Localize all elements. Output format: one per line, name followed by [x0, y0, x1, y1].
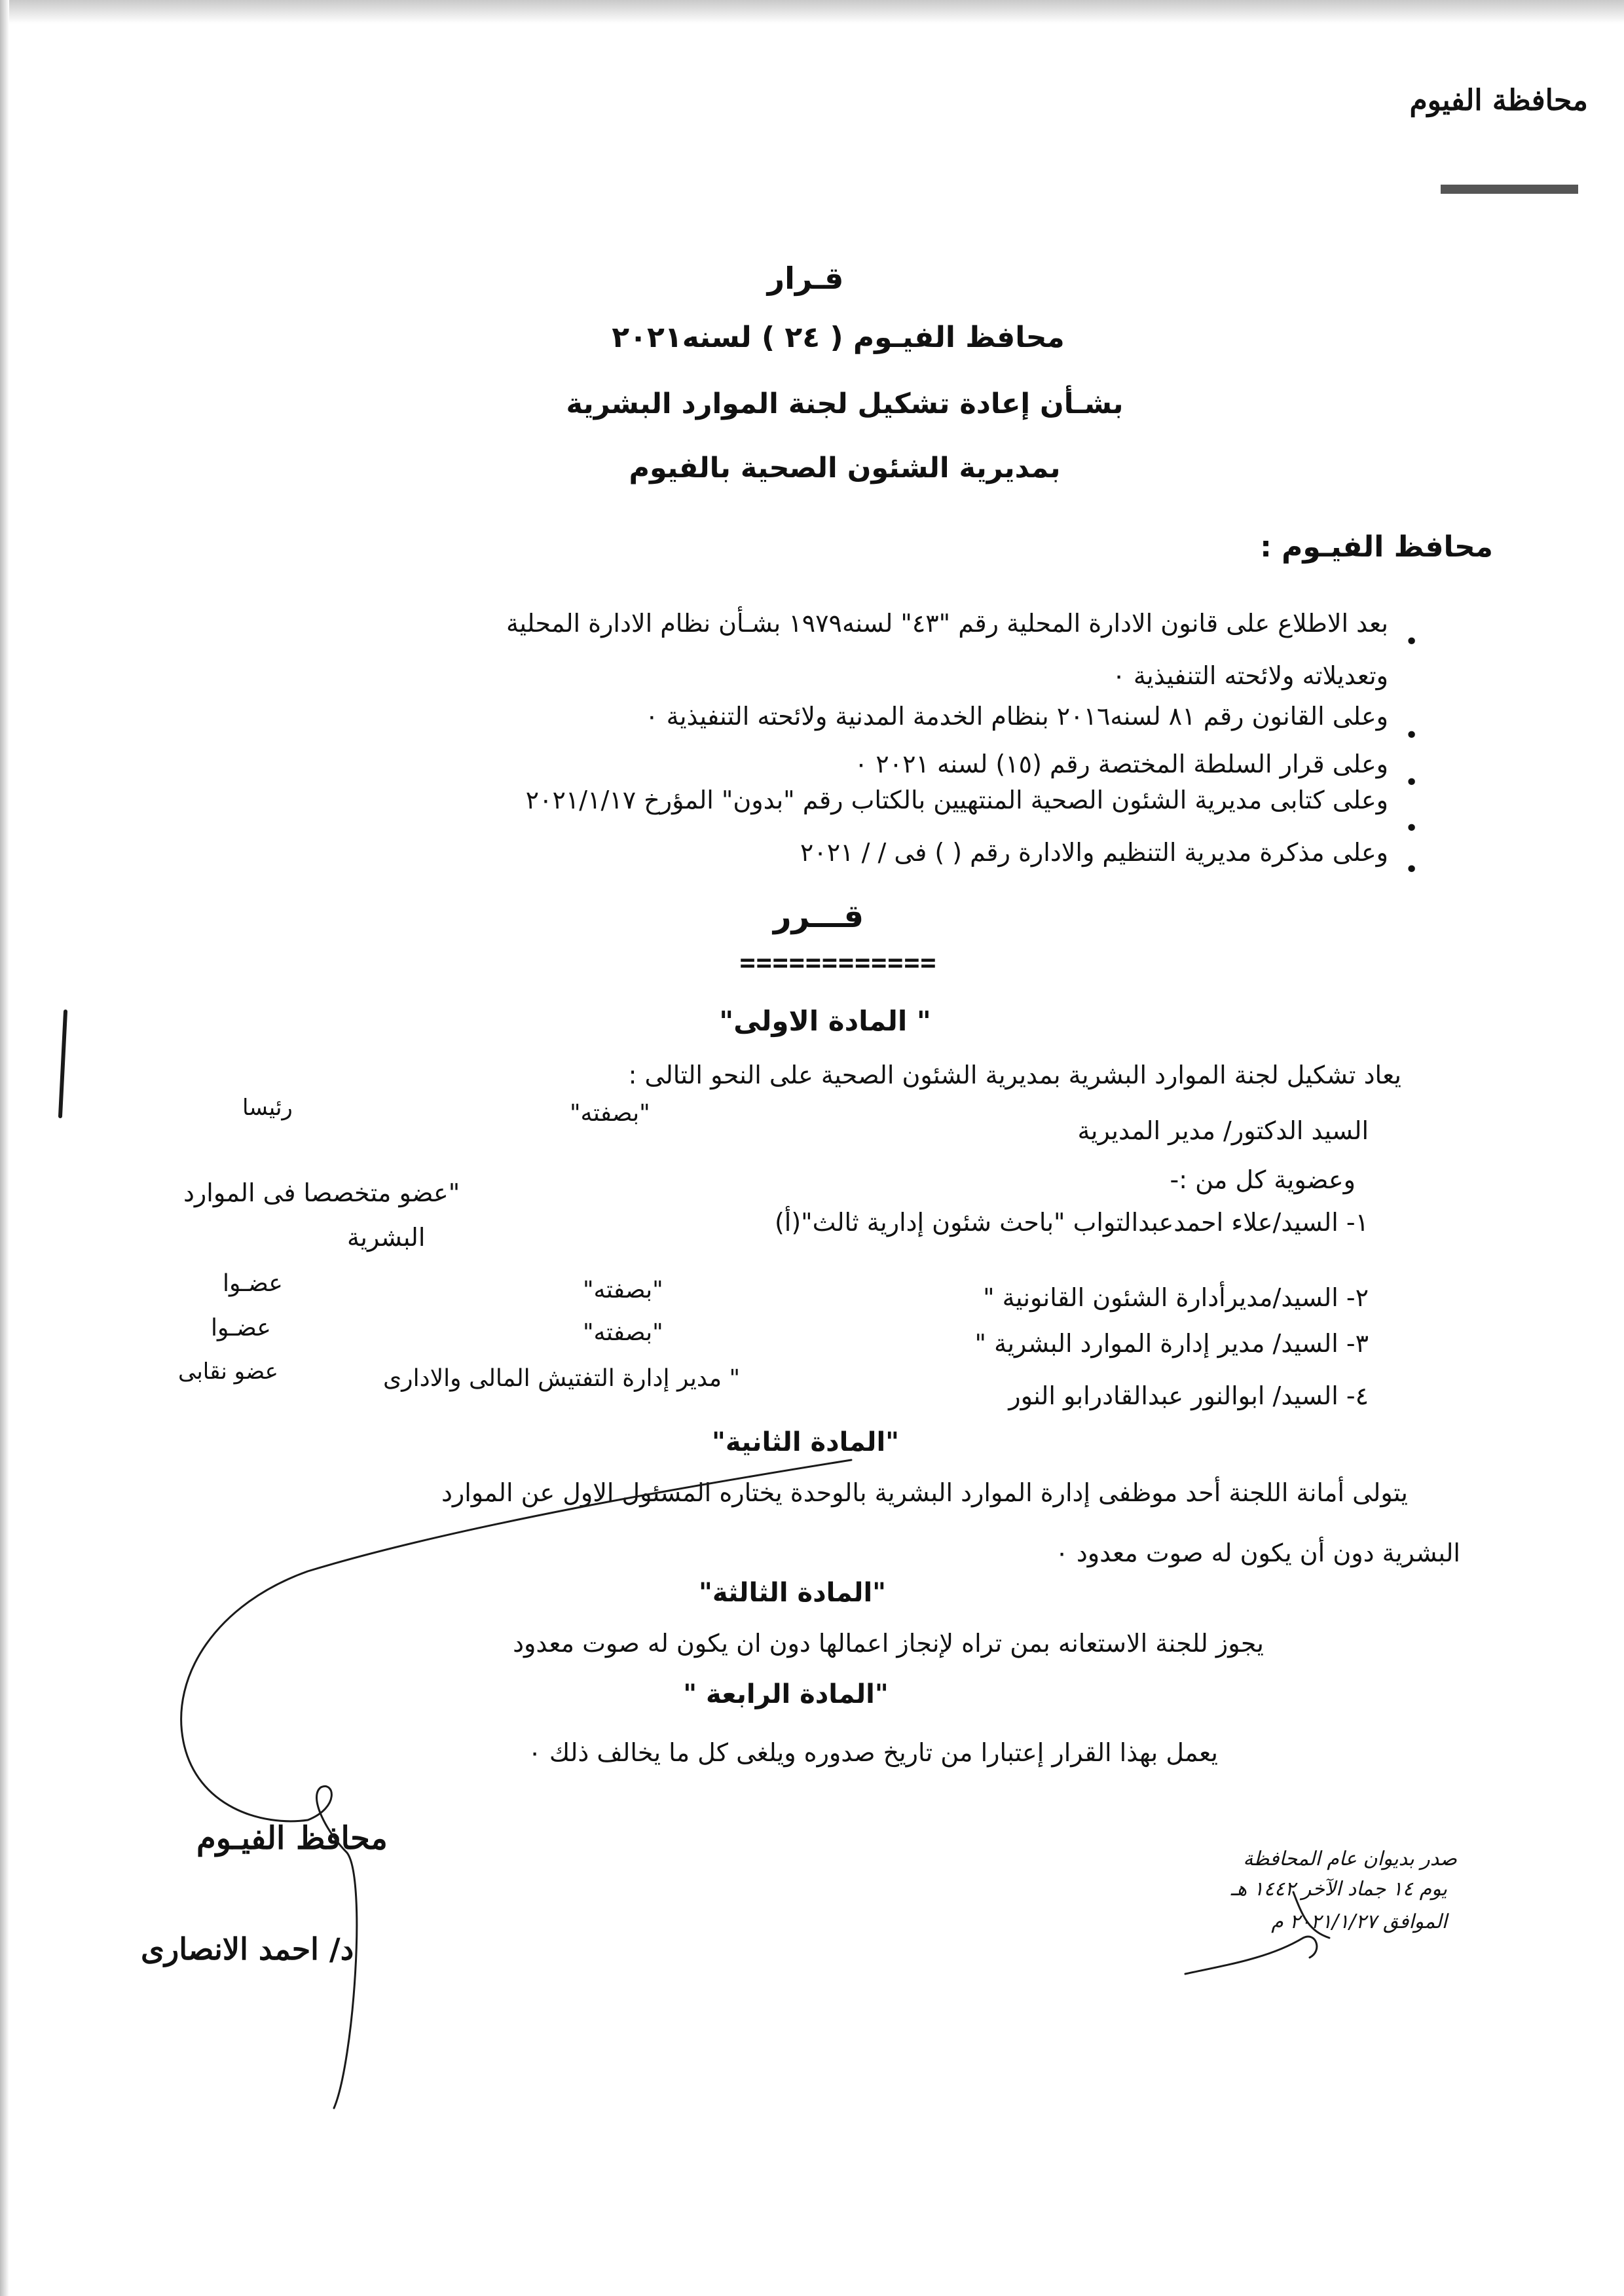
- issued-date-stroke: [1293, 1892, 1329, 1938]
- issued-line-3: الموافق ٢٠٢١/١/٢٧ م: [1271, 1910, 1447, 1933]
- chair-role: رئيسا: [242, 1095, 293, 1121]
- issued-line-1: صدر بديوان عام المحافظة: [1243, 1848, 1457, 1870]
- member-2-capacity: "بصفته": [583, 1277, 663, 1303]
- bullet-dot: •: [1405, 629, 1419, 655]
- issued-line-2: يوم ١٤ جماد الآخر ١٤٤٢ هـ: [1230, 1878, 1447, 1901]
- preamble-line-1: بعد الاطلاع على قانون الادارة المحلية رقم "٤٣" لسنه١٩٧٩ بشـأن نظام الادارة المحلية: [506, 609, 1388, 638]
- governorate-header: محافظة الفيوم: [1409, 84, 1588, 117]
- signature-name: د/ احمد الانصارى: [141, 1931, 354, 1967]
- bullet-dot: •: [1405, 856, 1419, 883]
- article-1-intro: يعاد تشكيل لجنة الموارد البشرية بمديرية الشئون الصحية على النحو التالى :: [628, 1061, 1401, 1089]
- addressee: محافظ الفيـوم :: [1260, 530, 1493, 564]
- article-3-text: يجوز للجنة الاستعانه بمن تراه لإنجاز اعمالها دون ان يكون له صوت معدود: [513, 1629, 1264, 1658]
- preamble-line-2: وعلى القانون رقم ٨١ لسنه٢٠١٦ بنظام الخدمة المدنية ولائحته التنفيذية ٠: [645, 702, 1388, 731]
- chair-name: السيد الدكتور/ مدير المديرية: [1077, 1116, 1369, 1145]
- member-1-role: "عضو متخصصا فى الموارد: [183, 1178, 460, 1207]
- decision-subject-line: بشـأن إعادة تشكيل لجنة الموارد البشرية: [566, 388, 1124, 420]
- signature-title: محافظ الفيـوم: [196, 1820, 388, 1857]
- member-3-role: عضـوا: [211, 1315, 271, 1341]
- bullet-dot: •: [1405, 815, 1419, 842]
- decision-title-word: قـرار: [767, 261, 844, 296]
- preamble-line-1-cont: وتعديلاته ولائحته التنفيذية ٠: [1112, 661, 1388, 690]
- member-2-name: ٢- السيد/مديرأدارة الشئون القانونية ": [983, 1283, 1369, 1312]
- article-3-heading: "المادة الثالثة": [699, 1578, 886, 1608]
- decision-number-line: محافظ الفيـوم ( ٢٤ ) لسنه٢٠٢١: [612, 321, 1065, 354]
- preamble-line-5: وعلى مذكرة مديرية التنظيم والادارة رقم ( ) فى / / ٢٠٢١: [800, 838, 1388, 867]
- left-margin-mark: [60, 1011, 65, 1116]
- decision-directorate-line: بمديرية الشئون الصحية بالفيوم: [629, 452, 1061, 484]
- separator: ============: [739, 948, 937, 978]
- article-4-text: يعمل بهذا القرار إعتبارا من تاريخ صدوره ويلغى كل ما يخالف ذلك ٠: [528, 1738, 1218, 1767]
- member-1-role-cont: البشرية: [347, 1223, 426, 1252]
- article-2-line-2: البشرية دون أن يكون له صوت معدود ٠: [1055, 1539, 1460, 1567]
- governor-signature-loop: [308, 1786, 357, 2108]
- member-2-role: عضـوا: [223, 1270, 283, 1297]
- bullet-dot: •: [1405, 722, 1419, 749]
- article-4-heading: "المادة الرابعة ": [683, 1679, 889, 1709]
- bullet-dot: •: [1405, 769, 1419, 796]
- chair-capacity: "بصفته": [570, 1100, 650, 1127]
- member-3-capacity: "بصفته": [583, 1319, 663, 1346]
- member-4-capacity: " مدير إدارة التفتيش المالى والادارى: [383, 1365, 741, 1392]
- article-1-heading: " المادة الاولى": [719, 1005, 931, 1037]
- article-2-line-1: يتولى أمانة اللجنة أحد موظفى إدارة الموارد البشرية بالوحدة يختاره المسئول الاول عن الموارد: [441, 1478, 1408, 1507]
- member-1-name: ١- السيد/علاء احمدعبدالتواب "باحث شئون إدارية ثالث"(أ): [774, 1208, 1369, 1237]
- member-3-name: ٣- السيد/ مدير إدارة الموارد البشرية ": [974, 1329, 1369, 1358]
- article-2-heading: "المادة الثانية": [712, 1427, 899, 1457]
- member-4-name: ٤- السيد/ ابوالنور عبدالقادرابو النور: [1008, 1381, 1369, 1410]
- members-intro: وعضوية كل من :-: [1170, 1165, 1356, 1194]
- issued-signature: [1185, 1937, 1317, 1974]
- decided-word: قـــرر: [773, 898, 864, 935]
- member-4-role: عضو نقابى: [178, 1358, 278, 1385]
- preamble-line-3: وعلى قرار السلطة المختصة رقم (١٥) لسنه ٢٠٢١ ٠: [854, 750, 1388, 778]
- governor-signature-stroke: [181, 1460, 851, 1821]
- preamble-line-4: وعلى كتابى مديرية الشئون الصحية المنتهيين بالكتاب رقم "بدون" المؤرخ ٢٠٢١/١/١٧: [525, 786, 1388, 814]
